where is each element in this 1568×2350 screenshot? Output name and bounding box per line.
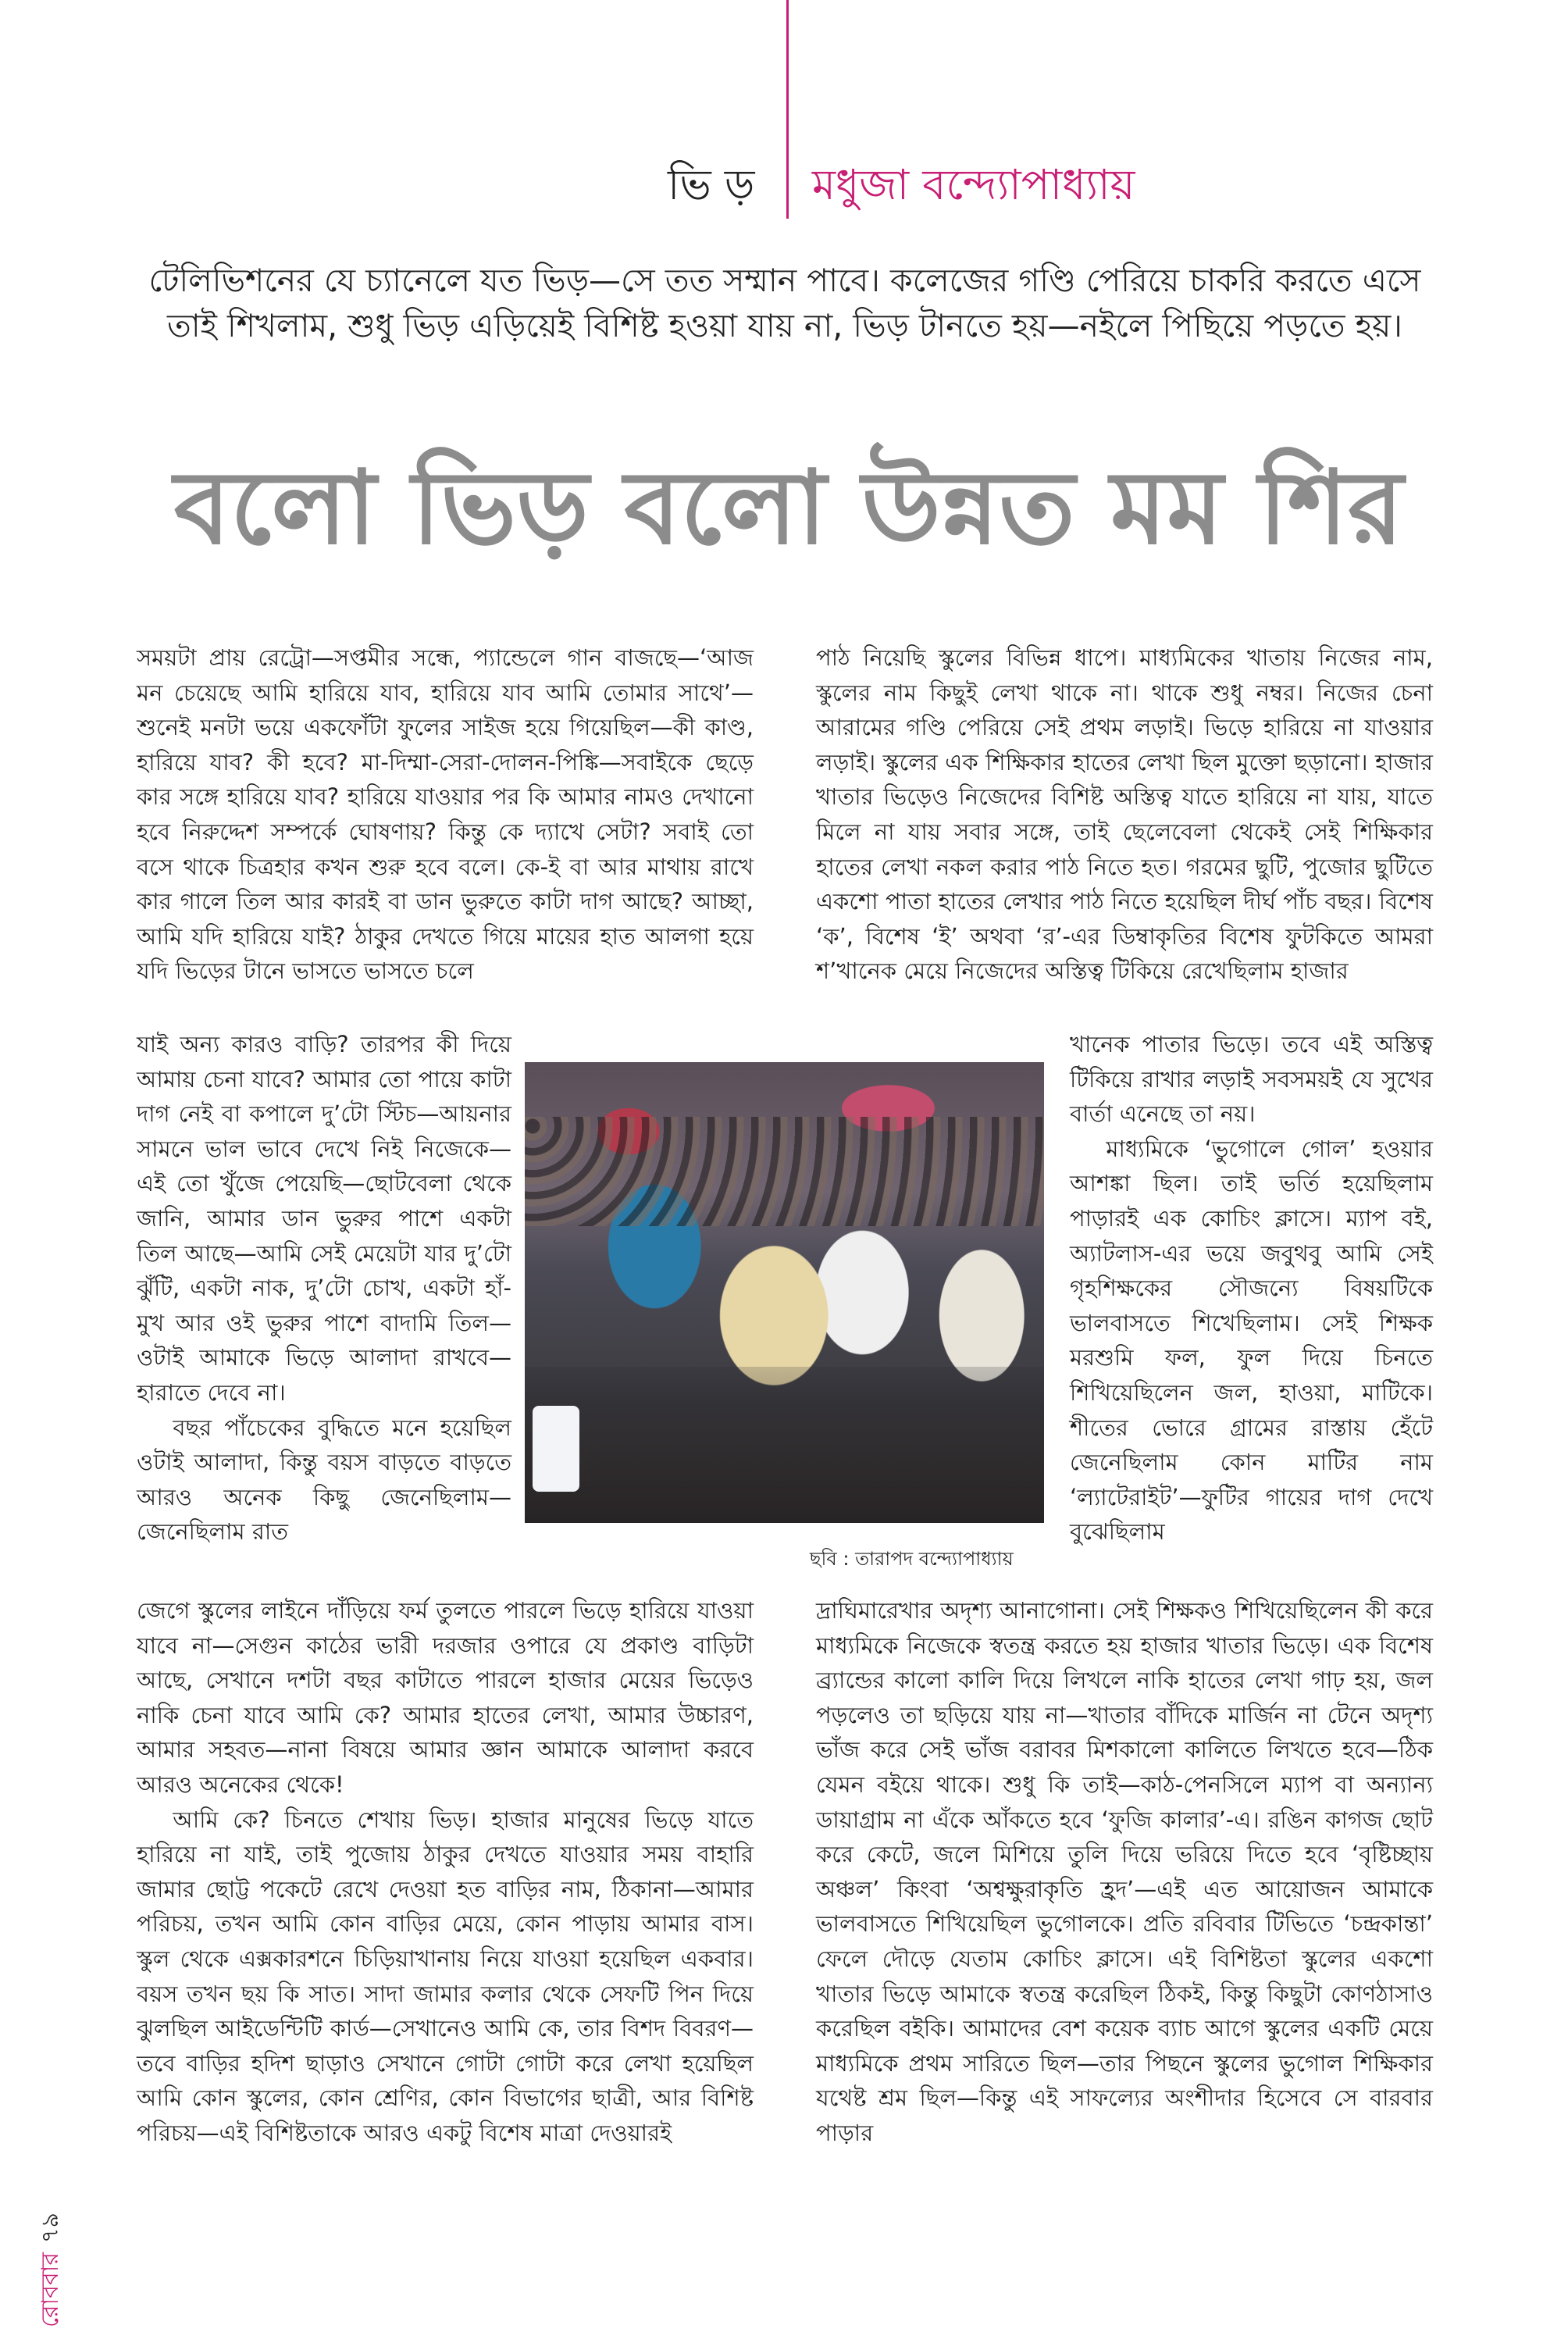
paragraph: জেগে স্কুলের লাইনে দাঁড়িয়ে ফর্ম তুলতে পারলে ভিড়ে হারিয়ে যাওয়া যাবে না—সেগুন কাঠের ভারী দরজার ওপারে যে প্রকাণ্ড বাড়িটা আছে, সেখানে দশটা বছর কাটাতে পারলে হাজার মেয়ের ভিড়েও নাকি চেনা যাবে আমি কে? আমার হাতের লেখা, আমার উচ্চারণ, আমার সহবত—নানা বিষয়ে আমার জ্ঞান আমাকে আলাদা করবে আরও অনেকের থেকে! <box>137 1597 754 1798</box>
section-title: ভি ড় <box>668 160 755 209</box>
paragraph: দ্রাঘিমারেখার অদৃশ্য আনাগোনা। সেই শিক্ষকও শিখিয়েছিলেন কী করে মাধ্যমিকে নিজেকে স্বতন্ত্র করতে হয় হাজার খাতার ভিড়ে। এক বিশেষ ব্র্যান্ডের কালো কালি দিয়ে লিখলে নাকি হাতের লেখা গাঢ় হয়, জল পড়লেও তা ছড়িয়ে যায় না—খাতার বাঁদিকে মার্জিন না টেনে অদৃশ্য ভাঁজ করে সেই ভাঁজ বরাবর মিশকালো কালিতে লিখতে হবে—ঠিক যেমন বইয়ে থাকে। শুধু কি তাই—কাঠ-পেনসিলে ম্যাপ বা অন্যান্য ডায়াগ্রাম না এঁকে আঁকতে হবে ‘ফুজি কালার’-এ। রঙিন কাগজ ছোট করে কেটে, জলে মিশিয়ে তুলি দিয়ে ভরিয়ে দিতে হবে ‘বৃষ্টিচ্ছায় অঞ্চল’ কিংবা ‘অশ্বক্ষুরাকৃতি হ্রদ’—এই এত আয়োজন আমাকে ভালবাসতে শিখিয়েছিল ভুগোলকে। প্রতি রবিবার টিভিতে ‘চন্দ্রকান্তা’ ফেলে দৌড়ে যেতাম কোচিং ক্লাসে। এই বিশিষ্টতা স্কুলের একশো খাতার ভিড়ে আমাকে স্বতন্ত্র করেছিল ঠিকই, কিন্তু কিছুটা কোণঠাসাও করেছিল বইকি। আমাদের বেশ কয়েক ব্যাচ আগে স্কুলের একটি মেয়ে মাধ্যমিকে প্রথম সারিতে ছিল—তার পিছনে স্কুলের ভুগোল শিক্ষিকার যথেষ্ট শ্রম ছিল—কিন্তু এই সাফল্যের অংশীদার হিসেবে সে বারবার পাড়ার <box>816 1597 1433 2146</box>
paragraph: পাঠ নিয়েছি স্কুলের বিভিন্ন ধাপে। মাধ্যমিকের খাতায় নিজের নাম, স্কুলের নাম কিছুই লেখা থাকে না। থাকে শুধু নম্বর। নিজের চেনা আরামের গণ্ডি পেরিয়ে সেই প্রথম লড়াই। ভিড়ে হারিয়ে না যাওয়ার লড়াই। স্কুলের এক শিক্ষিকার হাতের লেখা ছিল মুক্তো ছড়ানো। হাজার খাতার ভিড়েও নিজেদের বিশিষ্ট অস্তিত্ব যাতে হারিয়ে না যায়, যাতে মিলে না যায় সবার সঙ্গে, তাই ছেলেবেলা থেকেই সেই শিক্ষিকার হাতের লেখা নকল করার পাঠ নিতে হত। গরমের ছুটি, পুজোর ছুটিতে একশো পাতা হাতের লেখার পাঠ নিতে হয়েছিল দীর্ঘ পাঁচ বছর। বিশেষ ‘ক’, বিশেষ ‘ই’ অথবা ‘র’-এর ডিম্বাকৃতির বিশেষ ফুটকিতে আমরা শ’খানেক মেয়ে নিজেদের অস্তিত্ব টিকিয়ে রেখেছিলাম হাজার <box>816 644 1433 985</box>
folio-section: রোববার <box>37 2252 64 2327</box>
paragraph: আমি কে? চিনতে শেখায় ভিড়। হাজার মানুষের ভিড়ে যাতে হারিয়ে না যাই, তাই পুজোয় ঠাকুর দেখতে যাওয়ার সময় বাহারি জামার ছোট্ট পকেটে রেখে দেওয়া হত বাড়ির নাম, ঠিকানা—আমার পরিচয়, তখন আমি কোন বাড়ির মেয়ে, কোন পাড়ায় আমার বাস। স্কুল থেকে এক্সকারশনে চিড়িয়াখানায় নিয়ে যাওয়া হয়েছিল একবার। বয়স তখন ছয় কি সাত। সাদা জামার কলার থেকে সেফটি পিন দিয়ে ঝুলছিল আইডেন্টিটি কার্ড—সেখানেও আমি কে, তার বিশদ বিবরণ—তবে বাড়ির হদিশ ছাড়াও সেখানে গোটা গোটা করে লেখা হয়েছিল আমি কোন স্কুলের, কোন শ্রেণির, কোন বিভাগের ছাত্রী, আর বিশিষ্ট পরিচয়—এই বিশিষ্টতাকে আরও একটু বিশেষ মাত্রা দেওয়ারই <box>137 1806 754 2146</box>
article-column-right-wrap <box>1070 1027 1433 1549</box>
page-number: ৭৯ <box>37 2213 64 2244</box>
page-folio <box>31 2109 94 2327</box>
paragraph: খানেক পাতার ভিড়ে। তবে এই অস্তিত্ব টিকিয়ে রাখার লড়াই সবসময়ই যে সুখের বার্তা এনেছে তা নয়। <box>1070 1031 1433 1128</box>
photo-caption: ছবি : তারাপদ বন্দ্যোপাধ্যায় <box>810 1548 1014 1570</box>
paragraph: যাই অন্য কারও বাড়ি? তারপর কী দিয়ে আমায় চেনা যাবে? আমার তো পায়ে কাটা দাগ নেই বা কপালে দু’টো স্টিচ—আয়নার সামনে ভাল ভাবে দেখে নিই নিজেকে—এই তো খুঁজে পেয়েছি—ছোটবেলা থেকে জানি, আমার ডান ভুরুর পাশে একটা তিল আছে—আমি সেই মেয়েটা যার দু’টো ঝুঁটি, একটা নাক, দু’টো চোখ, একটা হাঁ-মুখ আর ওই ভুরুর পাশে বাদামি তিল—ওটাই আমাকে ভিড়ে আলাদা রাখবে—হারাতে দেবে না। <box>137 1031 511 1406</box>
folio-text <box>31 2213 71 2327</box>
intro-blurb: টেলিভিশনের যে চ্যানেলে যত ভিড়—সে তত সম্মান পাবে। কলেজের গণ্ডি পেরিয়ে চাকরি করতে এসে তাই শিখলাম, শুধু ভিড় এড়িয়েই বিশিষ্ট হওয়া যায় না, ভিড় টানতে হয়—নইলে পিছিয়ে পড়তে হয়। <box>148 262 1421 344</box>
crowd-heads-texture <box>525 1117 1044 1226</box>
paragraph: সময়টা প্রায় রেট্রো—সপ্তমীর সন্ধে, প্যান্ডেলে গান বাজছে—‘আজ মন চেয়েছে আমি হারিয়ে যাব, হারিয়ে যাব আমি তোমার সাথে’—শুনেই মনটা ভয়ে একফোঁটা ফুলের সাইজ হয়ে গিয়েছিল—কী কাণ্ড, হারিয়ে যাব? কী হবে? মা-দিম্মা-সেরা-দোলন-পিঙ্কি—সবাইকে ছেড়ে কার সঙ্গে হারিয়ে যাব? হারিয়ে যাওয়ার পর কি আমার নামও দেখানো হবে নিরুদ্দেশ সম্পর্কে ঘোষণায়? কিন্তু কে দ্যাখে সেটা? সবাই তো বসে থাকে চিত্রহার কখন শুরু হবে বলে। কে-ই বা আর মাথায় রাখে কার গালে তিল আর কারই বা ডান ভুরুতে কাটা দাগ আছে? আচ্ছা, আমি যদি হারিয়ে যাই? ঠাকুর দেখতে গিয়ে মায়ের হাত আলগা হয়ে যদি ভিড়ের টানে ভাসতে ভাসতে চলে <box>137 644 754 985</box>
article-column-right-bottom <box>816 1593 1433 2151</box>
article-column-left-bottom <box>137 1593 754 2151</box>
shopping-bag-shape <box>533 1406 579 1492</box>
article-column-left-top <box>137 640 754 989</box>
author-name: মধুজা বন্দ্যোপাধ্যায় <box>812 160 1135 209</box>
article-column-right-top <box>816 640 1433 989</box>
crowd-photo <box>525 1062 1044 1523</box>
header-divider <box>786 156 789 219</box>
article-column-left-wrap <box>137 1027 511 1549</box>
crowd-shadow <box>525 1367 1044 1523</box>
paragraph: মাধ্যমিকে ‘ভুগোলে গোল’ হওয়ার আশঙ্কা ছিল। তাই ভর্তি হয়েছিলাম পাড়ারই এক কোচিং ক্লাসে। ম্যাপ বই, অ্যাটলাস-এর ভয়ে জবুথবু আমি সেই গৃহশিক্ষকের সৌজন্যে বিষয়টিকে ভালবাসতে শিখেছিলাম। সেই শিক্ষক মরশুমি ফল, ফুল দিয়ে চিনতে শিখিয়েছিলেন জল, হাওয়া, মাটিকে। শীতের ভোরে গ্রামের রাস্তায় হেঁটে জেনেছিলাম কোন মাটির নাম ‘ল্যাটেরাইট’—ফুটির গায়ের দাগ দেখে বুঝেছিলাম <box>1070 1135 1433 1546</box>
headline: বলো ভিড় বলো উন্নত মম শির <box>173 448 1404 567</box>
paragraph: বছর পাঁচেকের বুদ্ধিতে মনে হয়েছিল ওটাই আলাদা, কিন্তু বয়স বাড়তে বাড়তে আরও অনেক কিছু জেনেছিলাম— জেনেছিলাম রাত <box>137 1414 511 1546</box>
